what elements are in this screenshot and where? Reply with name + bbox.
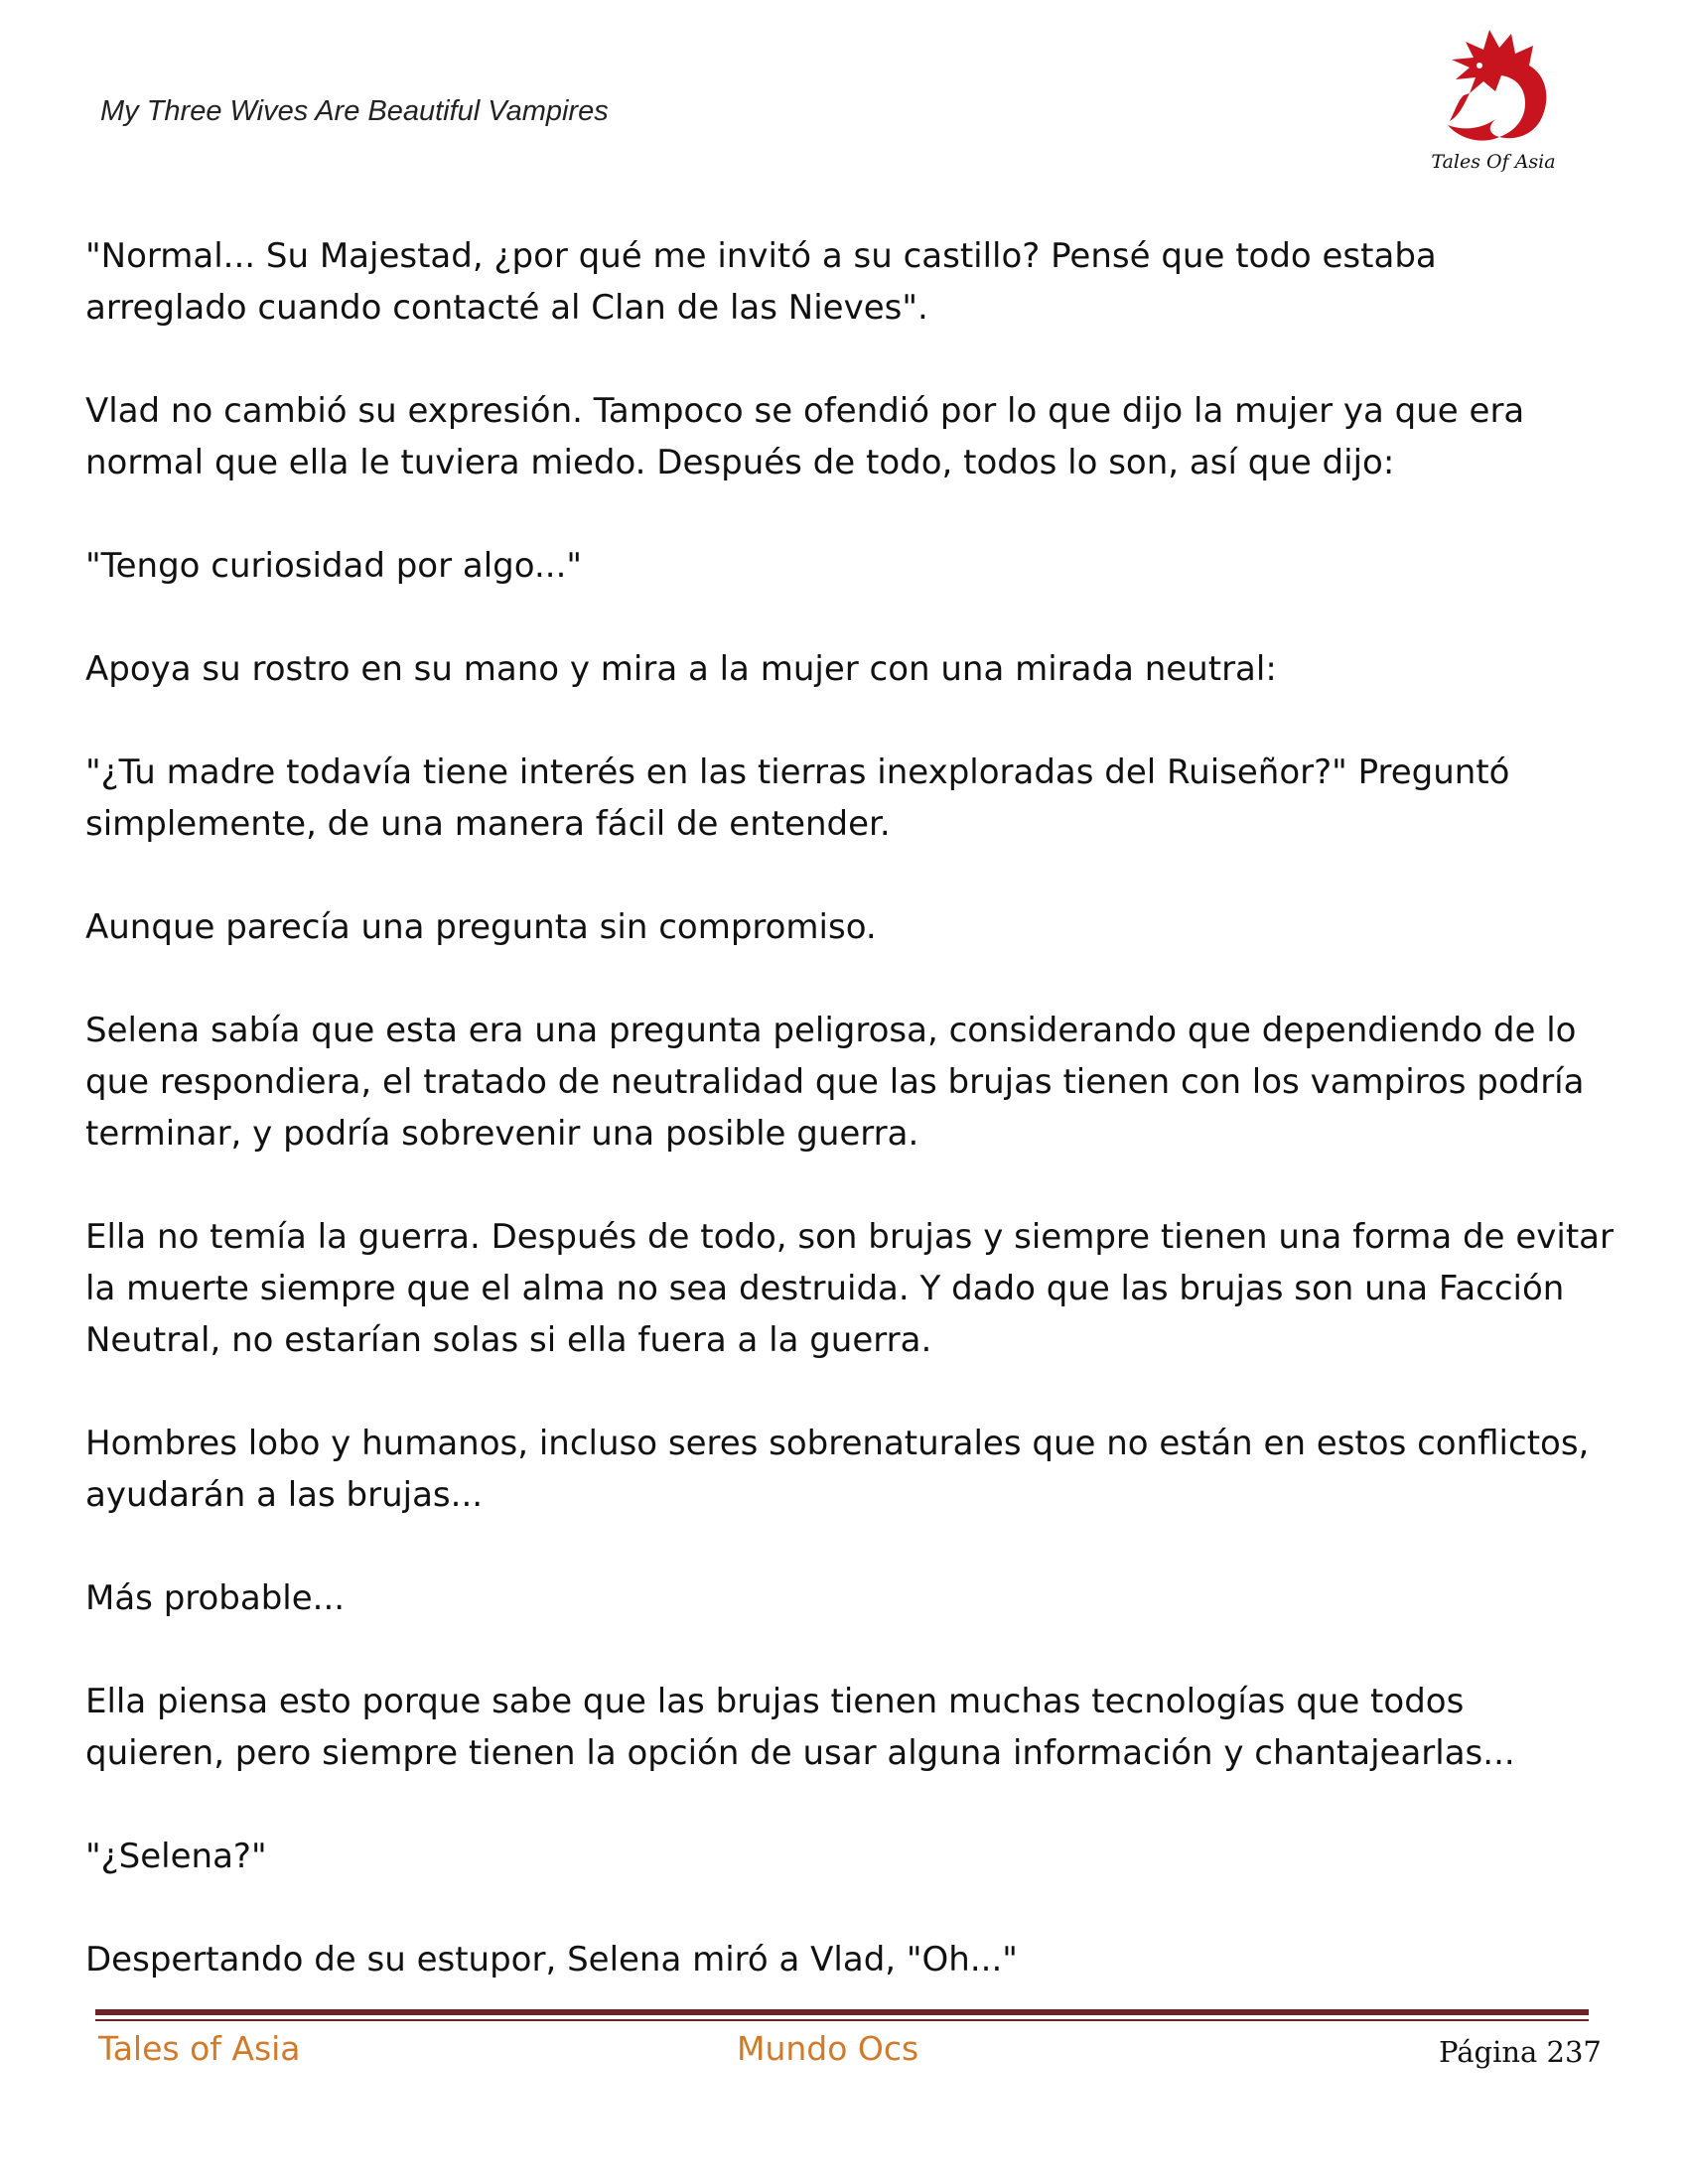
footer-divider xyxy=(95,2009,1589,2015)
paragraph: Hombres lobo y humanos, incluso seres sobrenaturales que no están en estos conflictos, ayudarán a las brujas... xyxy=(85,1424,1590,1515)
footer-publisher: Tales of Asia xyxy=(98,2029,301,2068)
chapter-body xyxy=(85,230,1615,2037)
paragraph: "Tengo curiosidad por algo..." xyxy=(85,546,583,586)
paragraph: Apoya su rostro en su mano y mira a la mujer con una mirada neutral: xyxy=(85,649,1277,689)
paragraph: Ella piensa esto porque sabe que las brujas tienen muchas tecnologías que todos quieren, pero siempre tienen la opción de usar alguna información y chantajearlas... xyxy=(85,1682,1515,1773)
footer-divider-thin xyxy=(95,2019,1589,2021)
paragraph: Selena sabía que esta era una pregunta peligrosa, considerando que dependiendo de lo que respondiera, el tratado de neutralidad que las brujas tienen con los vampiros podría terminar, y podría sobrevenir una posible guerra. xyxy=(85,1011,1585,1154)
paragraph: "¿Tu madre todavía tiene interés en las tierras inexploradas del Ruiseñor?" Preguntó simplemente, de una manera fácil de entender. xyxy=(85,752,1510,844)
page-number: Página 237 xyxy=(1439,2035,1602,2069)
logo-caption: Tales Of Asia xyxy=(1431,151,1556,173)
document-header-title: My Three Wives Are Beautiful Vampires xyxy=(100,95,609,127)
paragraph: Aunque parecía una pregunta sin compromiso. xyxy=(85,907,877,947)
paragraph: "Normal... Su Majestad, ¿por qué me invitó a su castillo? Pensé que todo estaba arreglado cuando contacté al Clan de las Nieves". xyxy=(85,236,1437,328)
paragraph: "¿Selena?" xyxy=(85,1837,267,1876)
footer-section: Mundo Ocs xyxy=(737,2029,919,2068)
paragraph: Ella no temía la guerra. Después de todo, son brujas y siempre tienen una forma de evitar la muerte siempre que el alma no sea destruida. Y dado que las brujas son una Facción Neutral, no estarían solas si ella fuera a la guerra. xyxy=(85,1217,1614,1360)
paragraph: Vlad no cambió su expresión. Tampoco se ofendió por lo que dijo la mujer ya que era normal que ella le tuviera miedo. Después de todo, todos lo son, así que dijo: xyxy=(85,391,1525,482)
paragraph: Despertando de su estupor, Selena miró a Vlad, "Oh..." xyxy=(85,1940,1018,1979)
paragraph: Más probable... xyxy=(85,1578,346,1618)
